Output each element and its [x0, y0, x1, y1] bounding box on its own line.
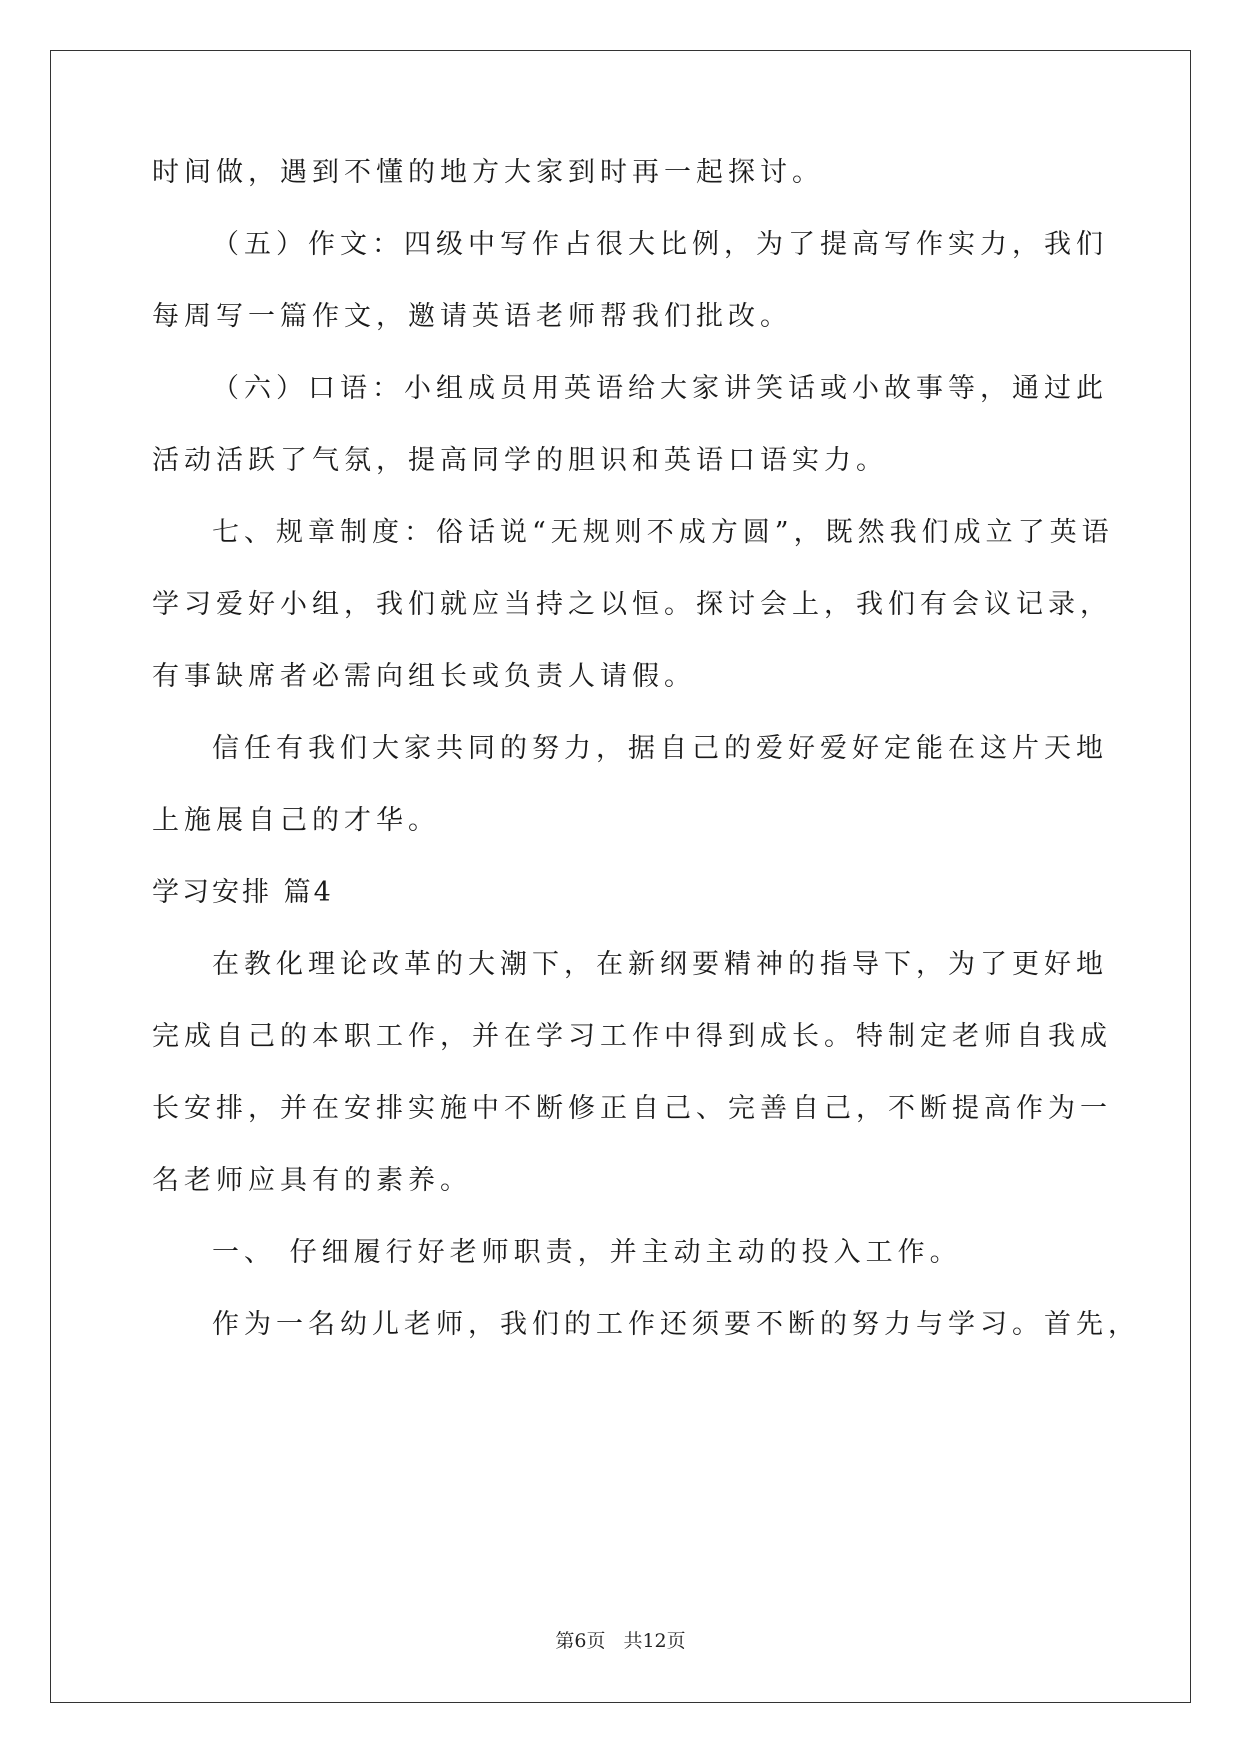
body-line: 作为一名幼儿老师，我们的工作还须要不断的努力与学习。首先，	[212, 1309, 1140, 1340]
body-line: 完成自己的本职工作，并在学习工作中得到成长。特制定老师自我成	[152, 1021, 1112, 1052]
body-line: 时间做，遇到不懂的地方大家到时再一起探讨。	[152, 157, 824, 188]
body-line: 上施展自己的才华。	[152, 805, 440, 836]
body-line: 信任有我们大家共同的努力，据自己的爱好爱好定能在这片天地	[212, 733, 1108, 764]
page-total: 共12页	[623, 1630, 686, 1652]
body-line: 有事缺席者必需向组长或负责人请假。	[152, 661, 696, 692]
body-line: 长安排，并在安排实施中不断修正自己、完善自己，不断提高作为一	[152, 1093, 1112, 1124]
body-line: 七、规章制度：俗话说“无规则不成方圆”，既然我们成立了英语	[212, 517, 1114, 548]
body-line: 活动活跃了气氛，提高同学的胆识和英语口语实力。	[152, 445, 888, 476]
body-line: 每周写一篇作文，邀请英语老师帮我们批改。	[152, 301, 792, 332]
page-number: 第6页	[555, 1630, 606, 1652]
body-line: （六）口语：小组成员用英语给大家讲笑话或小故事等，通过此	[212, 373, 1108, 404]
body-line: 一、 仔细履行好老师职责，并主动主动的投入工作。	[212, 1237, 962, 1268]
body-line: 名老师应具有的素养。	[152, 1165, 472, 1196]
body-line: 学习爱好小组，我们就应当持之以恒。探讨会上，我们有会议记录，	[152, 589, 1112, 620]
page-footer	[0, 1626, 1241, 1653]
body-line: 在教化理论改革的大潮下，在新纲要精神的指导下，为了更好地	[212, 949, 1108, 980]
section-heading: 学习安排 篇4	[152, 877, 334, 908]
body-line: （五）作文：四级中写作占很大比例，为了提高写作实力，我们	[212, 229, 1108, 260]
